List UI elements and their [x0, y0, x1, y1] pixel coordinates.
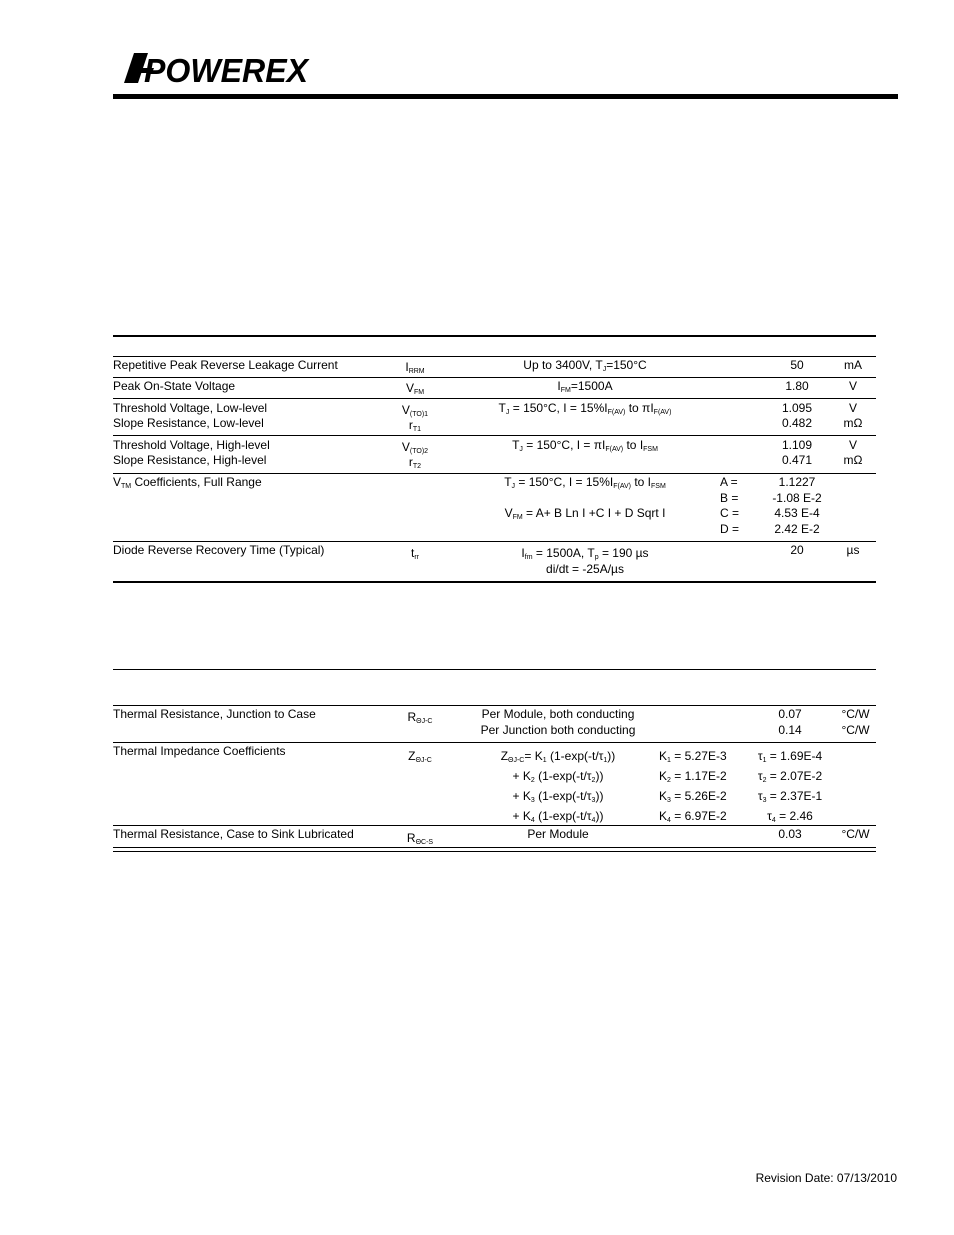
symbol: $V_{FM}$: [405, 381, 425, 396]
coeff-label: B =: [720, 491, 739, 505]
value: 50: [790, 358, 804, 372]
row-divider: [113, 825, 876, 826]
tau-coefficient: $\tau_1 = 1.69E-4$: [757, 749, 823, 764]
unit: °C/W: [841, 723, 870, 737]
condition: $I_{FM}=1500A$: [557, 379, 613, 394]
value: 0.14: [778, 723, 802, 737]
impedance-expression: + $K_4$ $(1-\exp(-t/\tau_4))$: [512, 809, 604, 824]
condition: $T_J = 150^\circ C$, $I = \pi I_{F(AV)}$ to $I_{FSM}$: [512, 438, 658, 453]
coeff-value: 2.42 E-2: [774, 522, 820, 536]
impedance-expression: + $K_3$ $(1-\exp(-t/\tau_3))$: [512, 789, 604, 804]
value: 1.095: [781, 401, 813, 415]
param-label: Diode Reverse Recovery Time (Typical): [113, 543, 325, 557]
symbol: $R_{\Theta C-S}$: [406, 831, 434, 846]
param-label: Threshold Voltage, High-level: [113, 438, 270, 452]
condition: $T_J = 150^\circ C$, $I = 15\%I_{F(AV)}$ to $\pi I_{F(AV)}$: [498, 401, 672, 416]
param-label: Slope Resistance, Low-level: [113, 416, 264, 430]
table-bottom-rule: [113, 581, 876, 583]
table-bottom-rule: [113, 851, 876, 852]
symbol: $r_{T1}$: [408, 418, 422, 433]
header-rule: [113, 356, 876, 357]
table-top-rule: [113, 669, 876, 670]
row-divider: [113, 377, 876, 378]
header-rule: [113, 705, 876, 706]
table-bottom-rule: [113, 847, 876, 848]
coeff-label: C =: [720, 506, 740, 520]
unit: V: [848, 438, 857, 452]
value: 1.80: [785, 379, 809, 393]
logo-text: POWEREX: [144, 52, 310, 85]
condition: $T_J = 150^\circ C$, $I = 15\%I_{F(AV)}$ to $I_{FSM}$: [504, 475, 666, 490]
symbol: $t_{rr}$: [410, 546, 419, 561]
value: 20: [790, 543, 804, 557]
param-label: Peak On-State Voltage: [113, 379, 236, 393]
row-divider: [113, 541, 876, 542]
symbol: $Z_{\Theta J-C}$: [408, 749, 432, 764]
revision-date: Revision Date: 07/13/2010: [755, 1171, 897, 1185]
coeff-value: -1.08 E-2: [772, 491, 822, 505]
unit: mΩ: [843, 416, 863, 430]
coeff-value: 1.1227: [778, 475, 816, 489]
condition: Per Module, both conducting: [481, 707, 635, 721]
value: 0.471: [781, 453, 813, 467]
coeff-label: D =: [720, 522, 740, 536]
tau-coefficient: $\tau_2 = 2.07E-2$: [757, 769, 823, 784]
k-coefficient: $K_4 = 6.97E-2$: [659, 809, 727, 824]
condition: Up to 3400V, $T_J=150^\circ C$: [523, 358, 647, 373]
unit: V: [848, 379, 857, 393]
tau-coefficient: $\tau_3 = 2.37E-1$: [757, 789, 823, 804]
condition: $I_{fm} = 1500A$, $T_p = 190$ µs: [521, 546, 649, 561]
value: 0.482: [781, 416, 813, 430]
unit: mA: [844, 358, 862, 372]
header-rule: [113, 94, 898, 99]
unit: µs: [846, 543, 860, 557]
k-coefficient: $K_1 = 5.27E-3$: [659, 749, 727, 764]
row-divider: [113, 742, 876, 743]
value: 0.03: [778, 827, 802, 841]
k-coefficient: $K_3 = 5.26E-2$: [659, 789, 727, 804]
condition-formula: $V_{FM} = A+ B$ Ln I +C I + D Sqrt I: [504, 506, 666, 521]
symbol: $V_{(TO)1}$: [401, 403, 429, 418]
impedance-expression: $Z_{\Theta J-C}= K_1$ $(1-\exp(-t/\tau_1))$: [500, 749, 616, 764]
value: 1.109: [781, 438, 813, 452]
unit: °C/W: [841, 827, 870, 841]
symbol: $r_{T2}$: [408, 455, 422, 470]
condition: di/dt = -25A/µs: [546, 562, 624, 576]
tau-coefficient: $\tau_4 = 2.46$: [767, 809, 813, 824]
powerex-logo: [124, 51, 310, 88]
condition: Per Module: [527, 827, 589, 841]
param-label: Thermal Resistance, Junction to Case: [113, 707, 316, 721]
symbol: $I_{RRM}$: [405, 360, 425, 375]
param-label: Repetitive Peak Reverse Leakage Current: [113, 358, 338, 372]
value: 0.07: [778, 707, 802, 721]
impedance-expression: + $K_2$ $(1-\exp(-t/\tau_2))$: [512, 769, 604, 784]
param-label: $V_{TM}$ Coefficients, Full Range: [113, 475, 262, 490]
symbol: $V_{(TO)2}$: [401, 440, 429, 455]
symbol: $R_{\Theta J-C}$: [407, 710, 433, 725]
table-top-rule: [113, 335, 876, 337]
coeff-value: 4.53 E-4: [774, 506, 820, 520]
coeff-label: A =: [720, 475, 738, 489]
unit: °C/W: [841, 707, 870, 721]
row-divider: [113, 435, 876, 436]
param-label: Thermal Resistance, Case to Sink Lubricated: [113, 827, 354, 841]
unit: V: [848, 401, 857, 415]
row-divider: [113, 473, 876, 474]
param-label: Thermal Impedance Coefficients: [113, 744, 286, 758]
unit: mΩ: [843, 453, 863, 467]
condition: Per Junction both conducting: [480, 723, 636, 737]
param-label: Threshold Voltage, Low-level: [113, 401, 268, 415]
k-coefficient: $K_2 = 1.17E-2$: [659, 769, 727, 784]
param-label: Slope Resistance, High-level: [113, 453, 267, 467]
row-divider: [113, 398, 876, 399]
